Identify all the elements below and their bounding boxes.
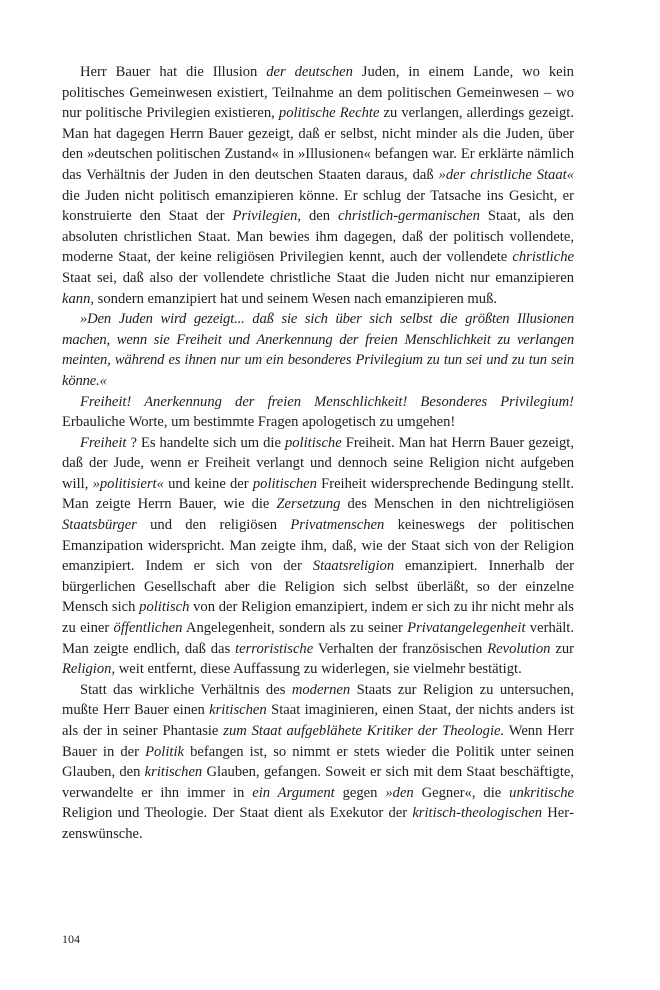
text-run: gegen	[334, 784, 386, 801]
body-text	[62, 62, 574, 845]
text-run: Angelegenheit, sondern als zu seiner	[182, 620, 408, 637]
text-run: verhält. Man zeigte endlich, daß das	[62, 620, 574, 657]
emphasized-text: Privilegien	[232, 208, 298, 225]
quoted-paragraph	[62, 309, 574, 391]
emphasized-text: kritischen	[209, 702, 267, 719]
text-run: Freiheit widersprechende Bedingung stellt. Man zeigte Herrn Bauer, wie die	[62, 475, 575, 513]
text-run: Religion und Theologie. Der Staat dient als Exekutor der	[62, 805, 413, 822]
text-run: Herzenswünsche.	[62, 805, 574, 842]
text-run: von der Religion emanzipiert, indem er sich zu ihr nicht mehr als zu einer	[62, 599, 574, 637]
text-run: und den religiösen	[136, 517, 291, 534]
emphasized-text: Staatsbürger	[62, 517, 137, 534]
text-run: Staat imaginieren, einen Staat, der nichts anders ist als der in seiner Phantasie	[62, 702, 574, 739]
emphasized-text: Zersetzung	[276, 496, 341, 513]
paragraph	[62, 680, 574, 845]
emphasized-text: zum Staat aufgeblähete Kritiker der Theologie.	[223, 723, 505, 739]
emphasized-text: christlich-germanischen	[338, 208, 480, 225]
text-run: keineswegs der politischen Emanzipation widerspricht. Man zeigte ihm, daß, wie der Staat sich von der Religion emanzipiert. Indem er sich von der	[62, 517, 574, 575]
emphasized-text: öffentlichen	[113, 620, 183, 637]
text-run: Wenn Herr Bauer in der	[62, 723, 574, 760]
emphasized-text: ein Argument	[252, 784, 335, 801]
emphasized-text: Revolution	[487, 640, 551, 657]
emphasized-text: modernen	[291, 681, 351, 698]
text-run: emanzipiert. Innerhalb der bürgerlichen Gesellschaft aber die Religion sich selbst überläßt, so der einzelne Mensch sich	[62, 558, 574, 616]
emphasized-text: Privatangelegenheit	[407, 620, 526, 637]
text-run: Verhalten der französischen	[313, 640, 488, 657]
text-run: befangen ist, so nimmt er stets wieder die Politik unter seinen Glauben, den	[62, 743, 574, 781]
text-run: , sondern emanzipiert hat und seinem Wesen nach emanzipieren muß.	[90, 290, 498, 307]
text-run: Juden, in einem Lande, wo kein politisches Gemeinwesen existiert, Teilnahme an dem politischen Gemeinwesen – wo nur politische Privilegien existieren,	[62, 64, 574, 122]
text-run: und keine der	[163, 475, 253, 492]
emphasized-text: terroristische	[235, 640, 314, 657]
emphasized-text: Freiheit! Anerkennung der freien Menschlichkeit! Besonderes Privilegium!	[80, 393, 574, 410]
emphasized-text: Staatsreligion	[312, 558, 395, 575]
emphasized-text: der deutschen	[266, 64, 353, 80]
text-run: , weit entfernt, diese Auffassung zu widerlegen, sie vielmehr bestätigt.	[111, 661, 522, 678]
text-run: Herr Bauer hat die Illusion	[80, 64, 267, 80]
text-run: Gegner«, die	[413, 784, 510, 801]
emphasized-text: politisch	[139, 599, 190, 616]
emphasized-text: Religion	[62, 661, 112, 678]
text-run: Freiheit. Man hat Herrn Bauer gezeigt, daß der Jude, wenn er Freiheit verlangt und dennoch seine Religion nicht aufgeben will,	[62, 434, 574, 492]
emphasized-text: kritischen	[144, 764, 203, 781]
text-run: des Menschen in den nichtreligiösen	[340, 496, 574, 513]
text-run: Staat sei, daß also der vollendete christliche Staat die Juden nicht nur emanzipieren	[62, 269, 574, 286]
text-run: zur	[550, 640, 574, 657]
paragraph	[62, 433, 574, 680]
emphasized-text: »Den Juden wird gezeigt... daß sie sich über sich selbst die größten Illusionen machen, wenn sie Freiheit und Anerkennung der freien Menschlichkeit zu verlangen meinten, während es ihnen nur um ein besonderes Privilegium zu tun sei und zu tun sein könne.«	[62, 311, 574, 389]
text-run: die Juden nicht politisch emanzipieren könne. Er schlug der Tatsache ins Gesicht, er konstruierte den Staat der	[62, 187, 574, 225]
emphasized-text: politische Rechte	[278, 105, 380, 122]
emphasized-text: Privatmenschen	[290, 517, 385, 534]
emphasized-text: »politisiert«	[92, 475, 164, 492]
emphasized-text: Politik	[145, 743, 185, 760]
text-run: Glauben, gefangen. Soweit er sich mit dem Staat beschäftigte, verwandelte er ihn immer in	[62, 764, 574, 801]
emphasized-text: politische	[284, 434, 342, 451]
paragraph	[62, 392, 574, 433]
text-run: , den	[297, 208, 339, 225]
text-run: ? Es handelte sich um die	[126, 434, 285, 451]
emphasized-text: »der christliche Staat«	[438, 166, 574, 183]
text-run: zu verlangen, allerdings gezeigt. Man hat dagegen Herrn Bauer gezeigt, daß er selbst, nicht minder als die Juden, über den »deutschen politischen Zustand« in »Illusionen« befangen war. Er erklärte nämlich das Verhältnis der Juden in den deutschen Staaten daraus, daß	[62, 105, 574, 183]
emphasized-text: »den	[385, 784, 414, 801]
paragraph	[62, 62, 574, 309]
page-number: 104	[62, 932, 80, 946]
emphasized-text: christliche	[512, 249, 574, 266]
text-run: Erbauliche Worte, um bestimmte Fragen apologetisch zu umgehen!	[62, 414, 456, 431]
emphasized-text: kann	[62, 290, 91, 307]
emphasized-text: Freiheit	[80, 434, 127, 451]
text-run: Statt das wirkliche Verhältnis des	[80, 681, 292, 698]
emphasized-text: kritisch-theologischen	[412, 805, 543, 822]
emphasized-text: politischen	[252, 475, 317, 492]
text-run: Staat, als den absoluten christlichen Staat. Man bewies ihm dagegen, daß der politisch vollendete, moderne Staat, der keine religiösen Privilegien kennt, auch der vollendete	[62, 208, 574, 266]
text-run: Staats zur Religion zu untersuchen, mußte Herr Bauer einen	[62, 681, 574, 719]
emphasized-text: unkritische	[509, 784, 574, 801]
